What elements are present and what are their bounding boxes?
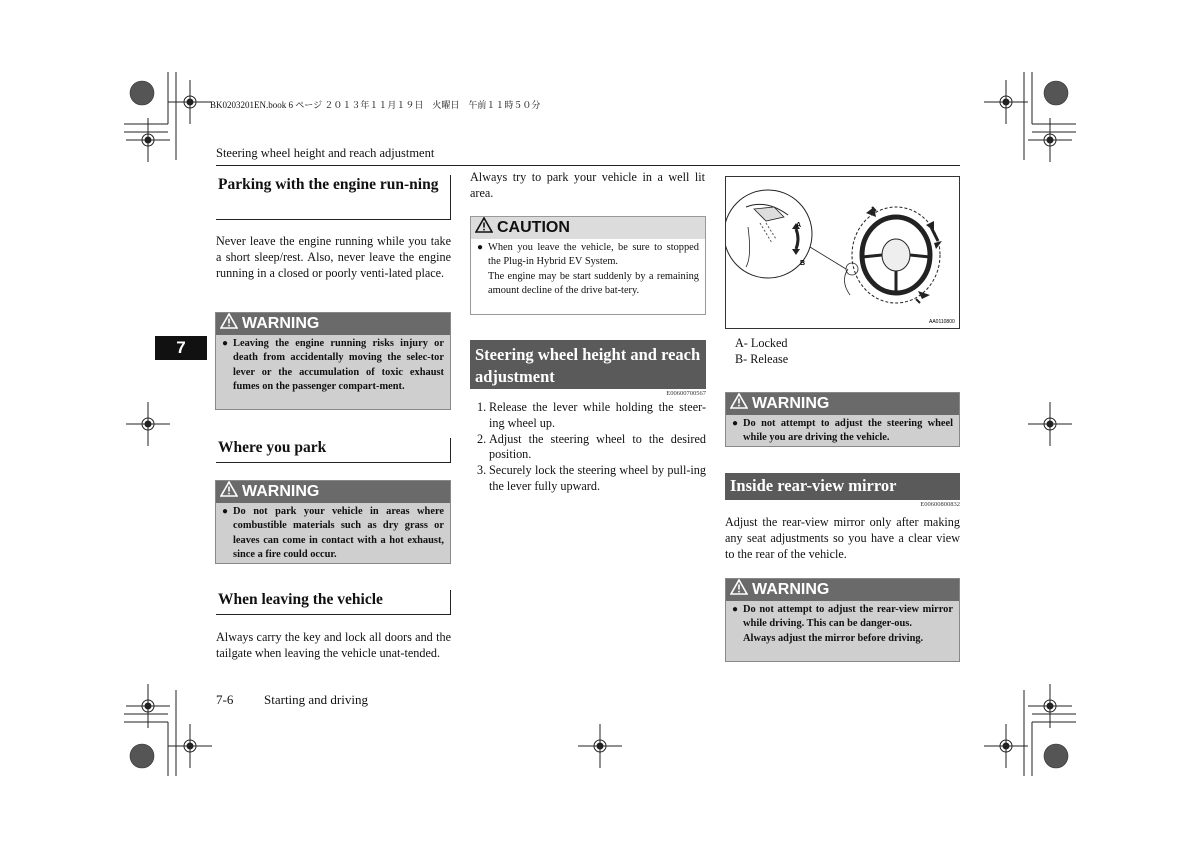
caution-triangle-icon: [475, 217, 493, 240]
step-text: Securely lock the steering wheel by pull-ing the lever fully upward.: [489, 463, 706, 493]
step-number: 2.: [477, 431, 487, 446]
warning-engine-box: [215, 312, 451, 410]
warning-title: WARNING: [726, 579, 959, 601]
steering-heading: Steering wheel height and reach adjustment: [470, 340, 706, 389]
steering-steps: [477, 400, 706, 495]
steering-wheel-illustration: [726, 177, 959, 328]
warning-text-1: Do not attempt to adjust the rear-view mirror while driving. This can be danger-ous.: [743, 604, 953, 630]
warning-triangle-icon: [730, 393, 748, 416]
leaving-text: Always carry the key and lock all doors and the tailgate when leaving the vehicle unat-tended.: [216, 630, 451, 660]
step-item: [477, 400, 706, 432]
where-park-heading: Where you park: [216, 438, 451, 463]
step-item: [477, 463, 706, 495]
intro-text: Always try to park your vehicle in a well lit area.: [470, 170, 705, 200]
step-item: [477, 432, 706, 464]
warning-title: WARNING: [216, 481, 450, 503]
step-text: Adjust the steering wheel to the desired position.: [489, 431, 706, 462]
section-name: Starting and driving: [264, 692, 368, 707]
steering-ref-code: E00600700567: [666, 390, 706, 397]
parking-text: Never leave the engine running while you take a short sleep/rest. Also, never leave the engine running in a closed or poorly venti-lated place.: [216, 234, 451, 280]
caution-title: CAUTION: [471, 217, 705, 239]
bullet-icon: ●: [222, 338, 229, 349]
warning-triangle-icon: [220, 481, 238, 504]
figure-label-a: A: [796, 222, 802, 229]
running-title: Steering wheel height and reach adjustment: [216, 146, 435, 160]
step-number: 1.: [477, 400, 487, 414]
caution-text-2: The engine may be start suddenly by a remaining amount decline of the drive bat-tery.: [488, 270, 699, 296]
mirror-heading: Inside rear-view mirror: [725, 473, 960, 500]
caution-box: [470, 216, 706, 315]
warning-title: WARNING: [726, 393, 959, 415]
steering-figure: [725, 176, 960, 329]
bullet-icon: ●: [732, 604, 739, 615]
file-info: BK0203201EN.book 6 ページ ２０１３年１１月１９日 火曜日 午前１１時５０分: [210, 100, 541, 110]
chapter-number: 7: [176, 338, 186, 357]
warning-text-2: Always adjust the mirror before driving.: [743, 632, 924, 644]
legend-b: B- Release: [735, 352, 789, 366]
warning-triangle-icon: [730, 579, 748, 602]
mirror-ref-code: E00600800832: [920, 501, 960, 508]
warning-triangle-icon: [220, 313, 238, 336]
figure-id: AA0110800: [929, 319, 955, 325]
warning-text: Do not park your vehicle in areas where combustible materials such as dry grass or leaves can come in contact with a hot exhaust, since a fire could occur.: [233, 506, 444, 560]
mirror-text: Adjust the rear-view mirror only after making any seat adjustments so you have a clear view to the rear of the vehicle.: [725, 515, 960, 561]
legend-a: A- Locked: [735, 336, 788, 350]
header-rule: [216, 165, 960, 166]
leaving-heading: When leaving the vehicle: [216, 590, 451, 615]
parking-heading: Parking with the engine run-ning: [216, 175, 451, 220]
page-number: 7-6: [216, 692, 234, 707]
chapter-tab: [155, 336, 207, 360]
warning-text: Do not attempt to adjust the steering wheel while you are driving the vehicle.: [743, 418, 953, 444]
warning-mirror-box: [725, 578, 960, 662]
warning-steering-box: [725, 392, 960, 447]
step-text: Release the lever while holding the steer-ing wheel up.: [489, 400, 706, 430]
step-number: 3.: [477, 463, 487, 478]
figure-label-b: B: [800, 260, 806, 267]
bullet-icon: ●: [477, 242, 484, 253]
bullet-icon: ●: [222, 506, 229, 517]
bullet-icon: ●: [732, 418, 739, 429]
caution-text-1: When you leave the vehicle, be sure to stopped the Plug-in Hybrid EV System.: [488, 242, 699, 268]
warning-text: Leaving the engine running risks injury or death from accidentally moving the selec-tor lever or the accumulation of toxic exhaust fumes on the passenger compart-ment.: [233, 338, 444, 392]
warning-park-box: [215, 480, 451, 564]
warning-title: WARNING: [216, 313, 450, 335]
